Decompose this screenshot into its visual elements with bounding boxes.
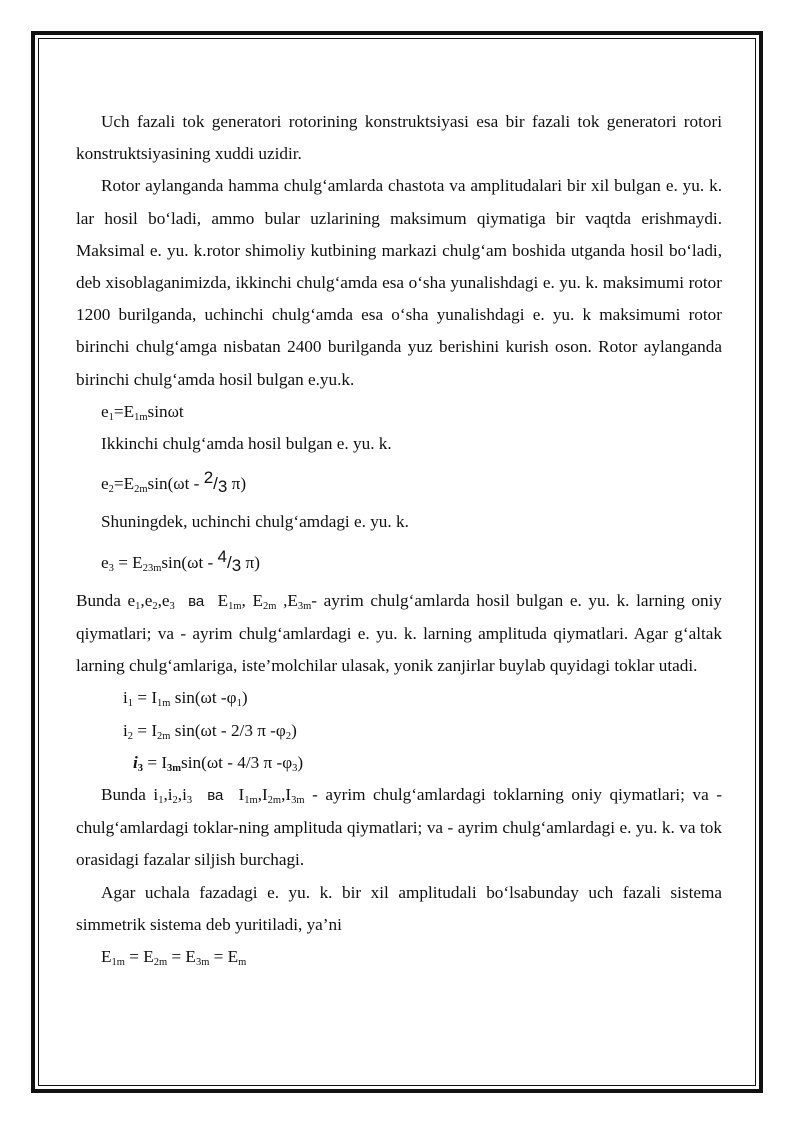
formula-i1: $i_1 = I_{1m}$ sin(ωt $-\varphi_1$) (123, 688, 248, 710)
paragraph-rotor-construction: Uch fazali tok generatori rotorining konstruktsiyasi esa bir fazali tok generatori rotori konstruktsiyasining xuddi uzidir. (76, 112, 722, 164)
document-body (76, 106, 722, 973)
paragraph-symmetric-system: Agar uchala fazadagi e. yu. k. bir xil amplitudali bo‘lsabunday uch fazali sistema simmetrik sistema deb yuritiladi, ya’ni (76, 882, 722, 934)
formula-i3: $i_3 = I_{3m}\sin(\omega t - 4/3$ π $-\varphi_3$) (133, 752, 304, 774)
formula-amplitude-equality: $E_{1m} = E_{2m} = E_{3m} = E_m$ (101, 947, 247, 969)
fraction-4-3: $^4/_3$ (217, 546, 242, 575)
paragraph-emf-generation: Rotor aylanganda hamma chulg‘amlarda chastota va amplitudalari bir xil bulgan e. yu. k. lar hosil bo‘ladi, ammo bular uzlarining maksimum qiymatiga bir vaqtda erishmaydi. Maksimal e. yu. k.rotor shimoliy kutbining markazi chulg‘am boshida utganda hosil bo‘ladi, deb xisoblaganimizda, ikkinchi chulg‘amda esa o‘sha yunalishdagi e. yu. k. maksimumi rotor 1200 burilganda, uchinchi chulg‘amda esa o‘sha yunalishdagi e. yu. k maksimumi rotor birinchi chulg‘amga nisbatan 2400 burilganda yuz berishini kurish oson. Rotor aylanganda birinchi chulg‘amda hosil bulgan e.yu.k. (76, 176, 722, 389)
formula-e2: $e_2=E_{2m}\sin(\omega t - ^2/_3$ π) (101, 468, 247, 497)
paragraph-third-winding: Shuningdek, uchinchi chulg‘amdagi e. yu. k. (101, 512, 409, 532)
paragraph-second-winding: Ikkinchi chulg‘amda hosil bulgan e. yu. k. (101, 434, 392, 454)
paragraph-emf-definitions: Bunda $e_1,e_2,e_3$ ва $E_{1m}$, $E_{2m}$ $,E_{3m}-$ ayrim chulg‘amlarda hosil bulgan e. yu. k. larning oniy qiymatlari; va - ayrim chulg‘amlardagi e. yu. k. larning amplituda qiymatlari. Agar g‘altak larning chulg‘amlariga, iste’molchilar ulasak, yonik zanjirlar buylab quyidagi toklar utadi. (76, 590, 723, 676)
fraction-2-3: $^2/_3$ (203, 468, 228, 497)
paragraph-current-definitions: Bunda $i_1,i_2,i_3$ ва $I_{1m},I_{2m},I_{3m}$ - ayrim chulg‘amlardagi toklarning oniy qiymatlari; va - chulg‘amlardagi toklar-ning amplituda qiymatlari; va - ayrim chulg‘amlardagi e. yu. k. va tok orasidagi fazalar siljish burchagi. (76, 785, 722, 870)
formula-i2: $i_2 = I_{2m}$ sin(ωt - 2/3 π $-\varphi_2$) (123, 720, 297, 742)
formula-e1: $e_1=E_{1m}\sin\omega t$ (101, 401, 184, 423)
formula-e3: $e_3 = E_{23m}\sin(\omega t - ^4/_3$ π) (101, 546, 260, 575)
